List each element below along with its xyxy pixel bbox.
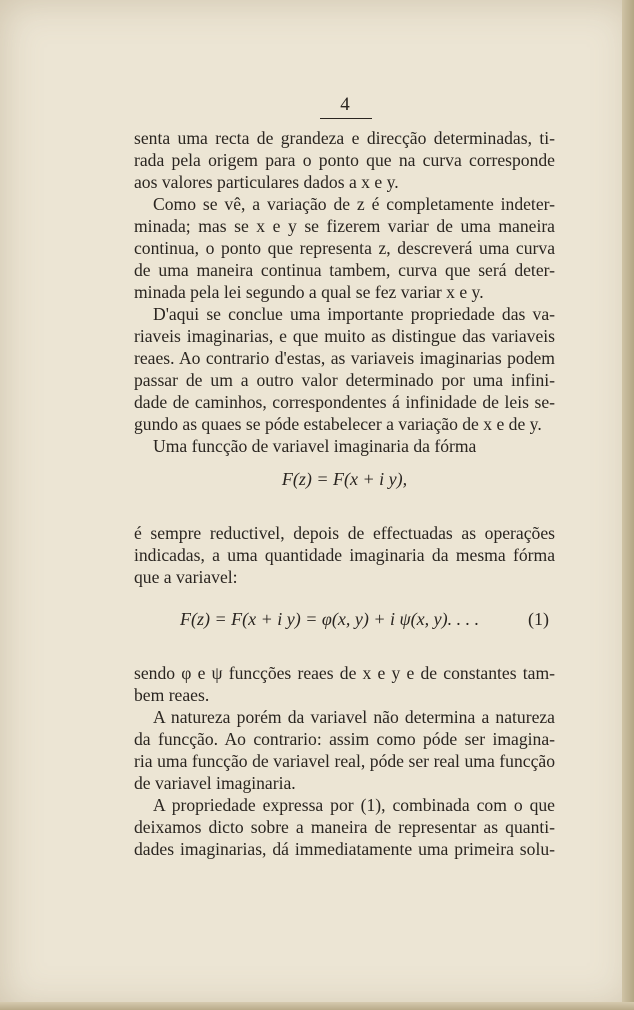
text-line: Uma funcção de variavel imaginaria da fórma — [153, 436, 477, 456]
text-line: A propriedade expressa por (1), combinada com o que — [153, 795, 555, 815]
equation: F(z) = F(x + i y), — [281, 469, 408, 489]
text-line: dades imaginarias, dá immediatamente uma primeira solu- — [134, 839, 555, 859]
text-line: da funcção. Ao contrario: assim como póde ser imagina- — [134, 729, 555, 749]
page-number: 4 — [340, 94, 350, 115]
text-line: rada pela origem para o ponto que na curva corresponde — [134, 150, 555, 170]
text-line: reaes. Ao contrario d'estas, as variaveis imaginarias podem — [134, 348, 555, 368]
text-line: D'aqui se conclue uma importante propriedade das va- — [153, 304, 555, 324]
text-line: sendo φ e ψ funcções reaes de x e y e de constantes tam- — [134, 663, 555, 683]
page-bottom-edge — [0, 1002, 634, 1010]
text-line: é sempre reductivel, depois de effectuadas as operações — [134, 523, 555, 543]
text-line: que a variavel: — [134, 567, 238, 587]
text-line: de uma maneira continua tambem, curva que será deter- — [134, 260, 555, 280]
text-line: senta uma recta de grandeza e direcção determinadas, ti- — [134, 128, 555, 148]
text-line: bem reaes. — [134, 685, 210, 705]
text-line: minada pela lei segundo a qual se fez variar x e y. — [134, 282, 484, 302]
text-line: minada; mas se x e y se fizerem variar de uma maneira — [134, 216, 555, 236]
text-line: passar de um a outro valor determinado por uma infini- — [134, 370, 555, 390]
text-line: continua, o ponto que representa z, descreverá uma curva — [134, 238, 555, 258]
text-line: Como se vê, a variação de z é completamente indeter- — [153, 194, 555, 214]
text-line: indicadas, a uma quantidade imaginaria da mesma fórma — [134, 545, 555, 565]
numbered-equation: F(z) = F(x + i y) = φ(x, y) + i ψ(x, y). . . . — [180, 609, 480, 629]
text-line: riaveis imaginarias, e que muito as distingue das variaveis — [134, 326, 555, 346]
equation-number: (1) — [528, 609, 549, 629]
text-line: A natureza porém da variavel não determina a natureza — [153, 707, 555, 727]
text-line: deixamos dicto sobre a maneira de representar as quanti- — [134, 817, 555, 837]
text-line: de variavel imaginaria. — [134, 773, 296, 793]
page-edge — [622, 0, 634, 1010]
text-line: gundo as quaes se póde estabelecer a variação de x e de y. — [134, 414, 542, 434]
page-number-rule — [320, 118, 372, 119]
text-line: aos valores particulares dados a x e y. — [134, 172, 399, 192]
text-line: ria uma funcção de variavel real, póde ser real uma funcção — [134, 751, 555, 771]
text-line: dade de caminhos, correspondentes á infinidade de leis se- — [134, 392, 555, 412]
